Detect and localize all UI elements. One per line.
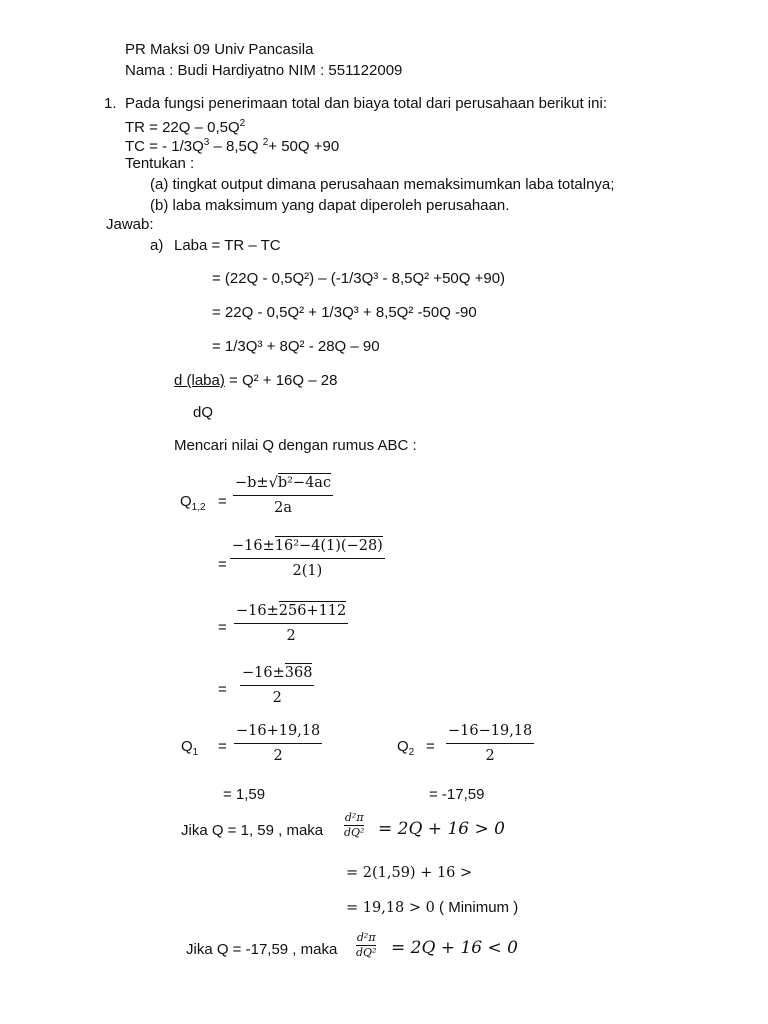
q1-fraction: −16+19,18 2 xyxy=(236,723,321,764)
laba-definition: Laba = TR – TC xyxy=(174,237,281,254)
tc-function: TC = - $1/3Q^3 - 8,5Q$ $^2$+ 50Q +90 xyxy=(125,137,340,155)
q12-label: $Q_{1,2}$ xyxy=(180,493,206,513)
q1-label: $Q_1$ xyxy=(181,738,199,758)
check1-step-1: = 2(1,59) + 16 > xyxy=(346,865,473,881)
second-derivative-fraction: d²π dQ² xyxy=(356,931,377,959)
question-number: 1. xyxy=(104,95,117,112)
header-student: Nama : Budi Hardiyatno NIM : 551122009 xyxy=(125,62,403,79)
check1-step-2: = 19,18 > 0 ( Minimum ) xyxy=(346,899,519,916)
laba-step-2: = 22Q - 0,5Q² + 1/3Q³ + 8,5Q² -50Q -90 xyxy=(212,304,477,321)
derivative-line: d (laba) = Q² + 16Q – 28 xyxy=(174,372,338,389)
equals-sign: = xyxy=(218,493,227,510)
part-a-label: a) xyxy=(150,237,164,254)
equals-sign: = xyxy=(218,556,227,573)
laba-step-1: = (22Q - 0,5Q²) – (-1/3Q³ - 8,5Q² +50Q +90) xyxy=(212,270,506,287)
second-derivative-fraction: d²π dQ² xyxy=(344,811,365,839)
check1-rhs: = 2Q + 16 > 0 xyxy=(378,819,505,839)
question-prompt: Pada fungsi penerimaan total dan biaya total dari perusahaan berikut ini: xyxy=(125,95,607,112)
formula-root: −16±368 2 xyxy=(242,665,313,706)
q2-fraction: −16−19,18 2 xyxy=(448,723,533,764)
formula-substituted: −16±16²−4(1)(−28) 2(1) xyxy=(232,538,383,579)
equals-sign: = xyxy=(218,681,227,698)
q2-label: $Q_2$ xyxy=(397,738,415,758)
abc-formula: −b±√b²−4ac 2a xyxy=(235,475,332,516)
equals-sign: = xyxy=(426,738,435,755)
q2-value: = -17,59 xyxy=(429,786,485,803)
formula-simplified: −16±256+112 2 xyxy=(236,603,347,644)
part-b: (b) laba maksimum yang dapat diperoleh perusahaan. xyxy=(150,197,510,214)
equals-sign: = xyxy=(218,619,227,636)
jawab-label: Jawab: xyxy=(106,216,154,233)
derivative-denominator: dQ xyxy=(193,404,214,421)
q1-value: = 1,59 xyxy=(223,786,266,803)
tentukan-label: Tentukan : xyxy=(125,155,195,172)
laba-step-3: = 1/3Q³ + 8Q² - 28Q – 90 xyxy=(212,338,380,355)
check2-rhs: = 2Q + 16 < 0 xyxy=(391,938,518,958)
tr-function: TR = $22Q - 0,5Q^2$ xyxy=(125,118,246,136)
check2-text: Jika Q = -17,59 , maka xyxy=(186,941,338,958)
check1-text: Jika Q = 1, 59 , maka xyxy=(181,822,324,839)
equals-sign: = xyxy=(218,738,227,755)
part-a: (a) tingkat output dimana perusahaan memaksimumkan laba totalnya; xyxy=(150,176,615,193)
abc-intro: Mencari nilai Q dengan rumus ABC : xyxy=(174,437,417,454)
header-course: PR Maksi 09 Univ Pancasila xyxy=(125,41,314,58)
